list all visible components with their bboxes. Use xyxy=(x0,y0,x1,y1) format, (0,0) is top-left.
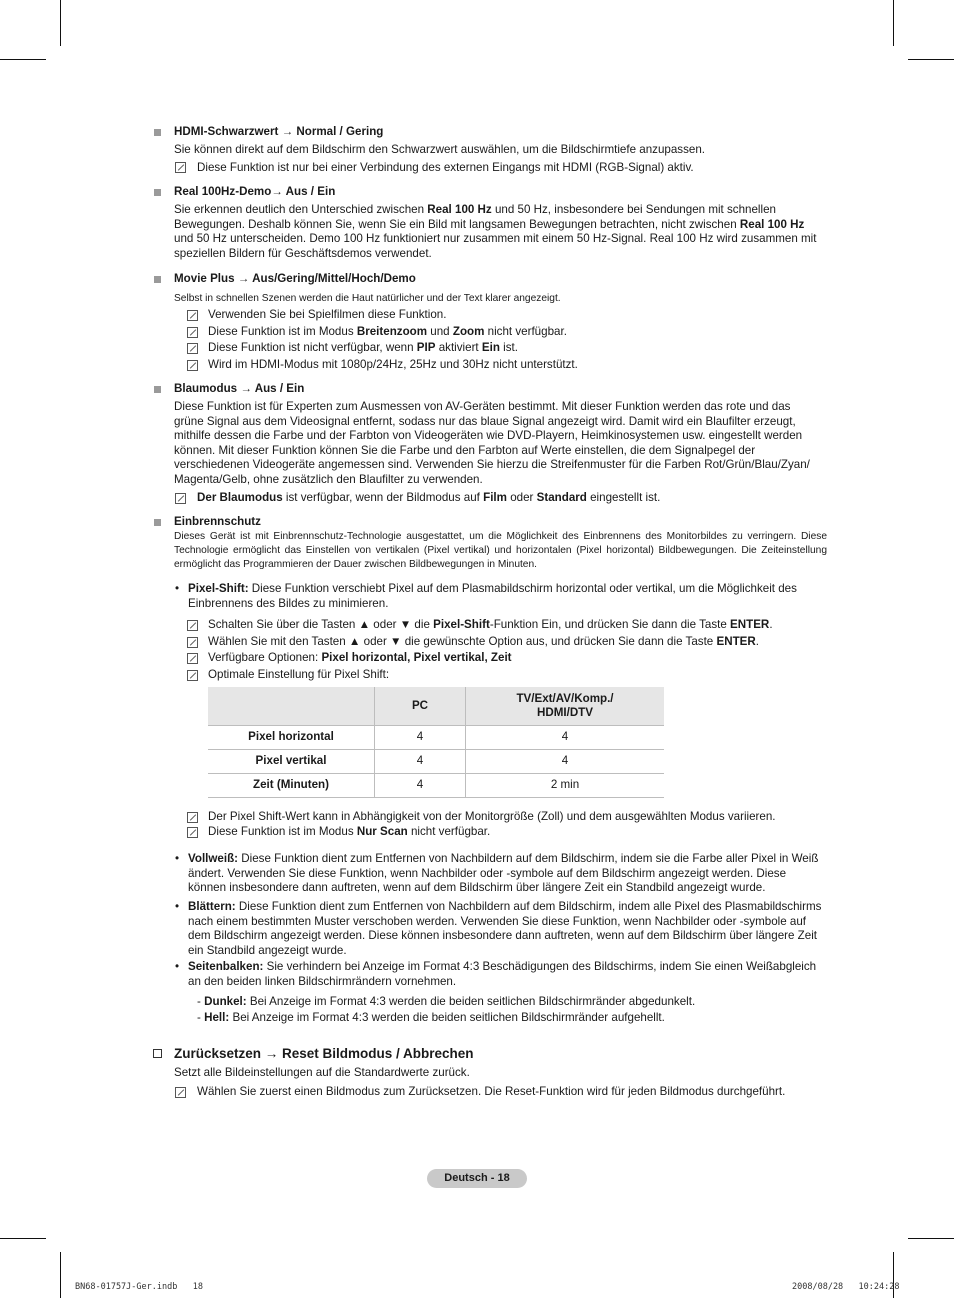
footer-file-info: BN68-01757J-Ger.indb 18 xyxy=(75,1282,203,1292)
section-text: Selbst in schnellen Szenen werden die Haut natürlicher und der Text klarer angezeigt. xyxy=(174,293,561,304)
section-heading-einbrennschutz: Einbrennschutz xyxy=(174,515,261,528)
note-text: Diese Funktion ist im Modus Breitenzoom und Zoom nicht verfügbar. xyxy=(208,325,567,338)
note-text: Schalten Sie über die Tasten ▲ oder ▼ die Pixel-Shift-Funktion Ein, und drücken Sie dann die Taste ENTER. xyxy=(208,618,773,631)
vollweiss-text: Vollweiß: Diese Funktion dient zum Entfernen von Nachbildern auf dem Bildschirm, indem sie die Farbe aller Pixel in Weiß ändert. Verwenden Sie diese Funktion, wenn Nachbilder oder -symbole auf dem Bildschirm angezeigt werden. Diese können insbesondere dann auftreten, wenn auf dem Bildschirm über längere Zeit ein Standbild angezeigt wurde. xyxy=(188,852,819,894)
note-text: Verwenden Sie bei Spielfilmen diese Funktion. xyxy=(208,308,447,321)
list-bullet: • xyxy=(175,960,180,973)
section-bullet-icon xyxy=(154,386,161,393)
note-text: Diese Funktion ist nicht verfügbar, wenn PIP aktiviert Ein ist. xyxy=(208,341,518,354)
section-heading-hdmi: HDMI-Schwarzwert → Normal / Gering xyxy=(174,125,384,138)
note-text: Diese Funktion ist nur bei einer Verbindung des externen Eingangs mit HDMI (RGB-Signal) aktiv. xyxy=(197,161,694,174)
table-cell: 4 xyxy=(466,750,665,774)
crop-mark xyxy=(0,59,46,60)
table-row-label: Zeit (Minuten) xyxy=(208,774,375,798)
table-cell: 4 xyxy=(375,774,466,798)
note-text: Wählen Sie mit den Tasten ▲ oder ▼ die gewünschte Option aus, und drücken Sie dann die Taste ENTER. xyxy=(208,635,760,648)
section-bullet-icon xyxy=(154,129,161,136)
section-text: Setzt alle Bildeinstellungen auf die Standardwerte zurück. xyxy=(174,1066,470,1079)
section-heading-blaumodus: Blaumodus → Aus / Ein xyxy=(174,382,305,395)
table-row-label: Pixel vertikal xyxy=(208,750,375,774)
section-text: Sie erkennen deutlich den Unterschied zwischen Real 100 Hz und 50 Hz, insbesondere bei Sendungen mit schnellen Bewegungen. Deshalb können Sie, wenn Sie ein Bild mit langsamen Bewegungen betrachten, nicht zwischen Real 100 Hz und 50 Hz unterscheiden. Demo 100 Hz funktioniert nur zusammen mit einem 50 Hz-Signal. Real 100 Hz wird zusammen mit speziellen Bildern für Geschäftsdemos verwendet. xyxy=(174,203,817,260)
note-icon xyxy=(187,653,198,664)
note-icon xyxy=(175,162,186,173)
table-header-empty xyxy=(208,687,375,726)
note-icon xyxy=(187,827,198,838)
note-text: Der Blaumodus ist verfügbar, wenn der Bildmodus auf Film oder Standard eingestellt ist. xyxy=(197,491,661,504)
section-text: Sie können direkt auf dem Bildschirm den Schwarzwert auswählen, um die Bildschirmtiefe anzupassen. xyxy=(174,143,705,156)
pixel-shift-text: Pixel-Shift: Diese Funktion verschiebt Pixel auf dem Plasmabildschirm horizontal oder vertikal, um die Möglichkeit des Einbrennens des Bildes zu minimieren. xyxy=(188,582,797,610)
crop-mark xyxy=(908,1238,954,1239)
table-cell: 4 xyxy=(375,750,466,774)
dunkel-text: - Dunkel: Bei Anzeige im Format 4:3 werden die beiden seitlichen Bildschirmränder abgedunkelt. xyxy=(197,995,696,1008)
section-text: Dieses Gerät ist mit Einbrennschutz-Technologie ausgestattet, um die Möglichkeit des Einbrennens des Monitorbildes zu verringern. Diese Technologie ermöglicht das Einstellen von vertikalen (Pixel vertikal) und horizontalen (Pixel horizontal) Bildbewegungen. Die Zeiteinstellung ermöglicht das Programmieren der Dauer zwischen Bildbewegungen in Minuten. xyxy=(174,531,827,570)
table-row-label: Pixel horizontal xyxy=(208,726,375,750)
table-header-row xyxy=(208,687,664,726)
list-bullet: • xyxy=(175,900,180,913)
note-icon xyxy=(187,670,198,681)
table-cell: 2 min xyxy=(466,774,665,798)
page-number-badge: Deutsch - 18 xyxy=(427,1169,527,1188)
section-bullet-icon xyxy=(154,519,161,526)
section-bullet-icon xyxy=(154,189,161,196)
note-icon xyxy=(175,493,186,504)
note-icon xyxy=(187,620,198,631)
table-header-pc: PC xyxy=(375,687,466,726)
note-text: Wird im HDMI-Modus mit 1080p/24Hz, 25Hz und 30Hz nicht unterstützt. xyxy=(208,358,578,371)
list-bullet: • xyxy=(175,582,180,595)
note-text: Verfügbare Optionen: Pixel horizontal, Pixel vertikal, Zeit xyxy=(208,651,512,664)
note-icon xyxy=(187,637,198,648)
table-header-tv: TV/Ext/AV/Komp./ HDMI/DTV xyxy=(466,687,665,726)
list-bullet: • xyxy=(175,852,180,865)
blaettern-text: Blättern: Diese Funktion dient zum Entfernen von Nachbildern auf dem Bildschirm, indem alle Pixel des Plasmabildschirms nach einem bestimmten Muster verschoben werden. Verwenden Sie diese Funktion, wenn Nachbilder oder -symbole auf dem Bildschirm angezeigt werden. Diese können insbesondere dann auftreten, wenn auf dem Bildschirm über längere Zeit ein Standbild angezeigt wurde. xyxy=(188,900,822,957)
note-icon xyxy=(187,343,198,354)
section-text: Diese Funktion ist für Experten zum Ausmessen von AV-Geräten bestimmt. Mit dieser Funktion werden das rote und das grüne Signal aus dem Videosignal entfernt, sodass nur das blaue Signal angezeigt wird. Damit wird ein Blaufilter erzeugt, mithilfe dessen die Farbe und der Farbton von Videogeräten wie DVD-Playern, Heimkinosystemen usw. eingestellt werden können. Mit dieser Funktion können Sie die Farbe und den Farbton auf Werte einstellen, die dem Signalpegel der verschiedenen Videogeräte angemessen sind. Verwenden Sie hierzu die Streifenmuster für die Farben Rot/Grün/Blau/Zyan/ Magenta/Gelb, ohne zusätzlich den Blaufilter zu verwenden. xyxy=(174,400,810,486)
crop-mark xyxy=(908,59,954,60)
table-cell: 4 xyxy=(466,726,665,750)
seitenbalken-text: Seitenbalken: Sie verhindern bei Anzeige im Format 4:3 Beschädigungen des Bildschirms, indem Sie einen Weißabgleich an den beiden linken Bildschirmrändern vornehmen. xyxy=(188,960,817,988)
note-icon xyxy=(187,310,198,321)
note-icon xyxy=(187,360,198,371)
table-cell: 4 xyxy=(375,726,466,750)
table-row xyxy=(208,726,664,750)
crop-mark xyxy=(60,1252,61,1298)
note-icon xyxy=(187,812,198,823)
crop-mark xyxy=(0,1238,46,1239)
note-text: Optimale Einstellung für Pixel Shift: xyxy=(208,668,390,681)
note-icon xyxy=(175,1087,186,1098)
table-row xyxy=(208,750,664,774)
note-text: Wählen Sie zuerst einen Bildmodus zum Zurücksetzen. Die Reset-Funktion wird für jeden Bildmodus durchgeführt. xyxy=(197,1085,786,1098)
hell-text: - Hell: Bei Anzeige im Format 4:3 werden die beiden seitlichen Bildschirmränder aufgehellt. xyxy=(197,1011,665,1024)
note-text: Der Pixel Shift-Wert kann in Abhängigkeit von der Monitorgröße (Zoll) und dem ausgewählten Modus variieren. xyxy=(208,810,776,823)
note-text: Diese Funktion ist im Modus Nur Scan nicht verfügbar. xyxy=(208,825,491,838)
crop-mark xyxy=(60,0,61,46)
section-bullet-icon xyxy=(154,276,161,283)
footer-timestamp: 2008/08/28 10:24:28 xyxy=(792,1282,900,1292)
section-heading-real100hz: Real 100Hz-Demo→ Aus / Ein xyxy=(174,185,336,198)
pixel-shift-table xyxy=(208,687,664,798)
crop-mark xyxy=(893,0,894,46)
note-icon xyxy=(187,327,198,338)
checkbox-bullet-icon xyxy=(153,1049,162,1058)
section-heading-reset: Zurücksetzen → Reset Bildmodus / Abbrechen xyxy=(174,1046,474,1061)
section-heading-movieplus: Movie Plus → Aus/Gering/Mittel/Hoch/Demo xyxy=(174,272,416,285)
table-row xyxy=(208,774,664,798)
